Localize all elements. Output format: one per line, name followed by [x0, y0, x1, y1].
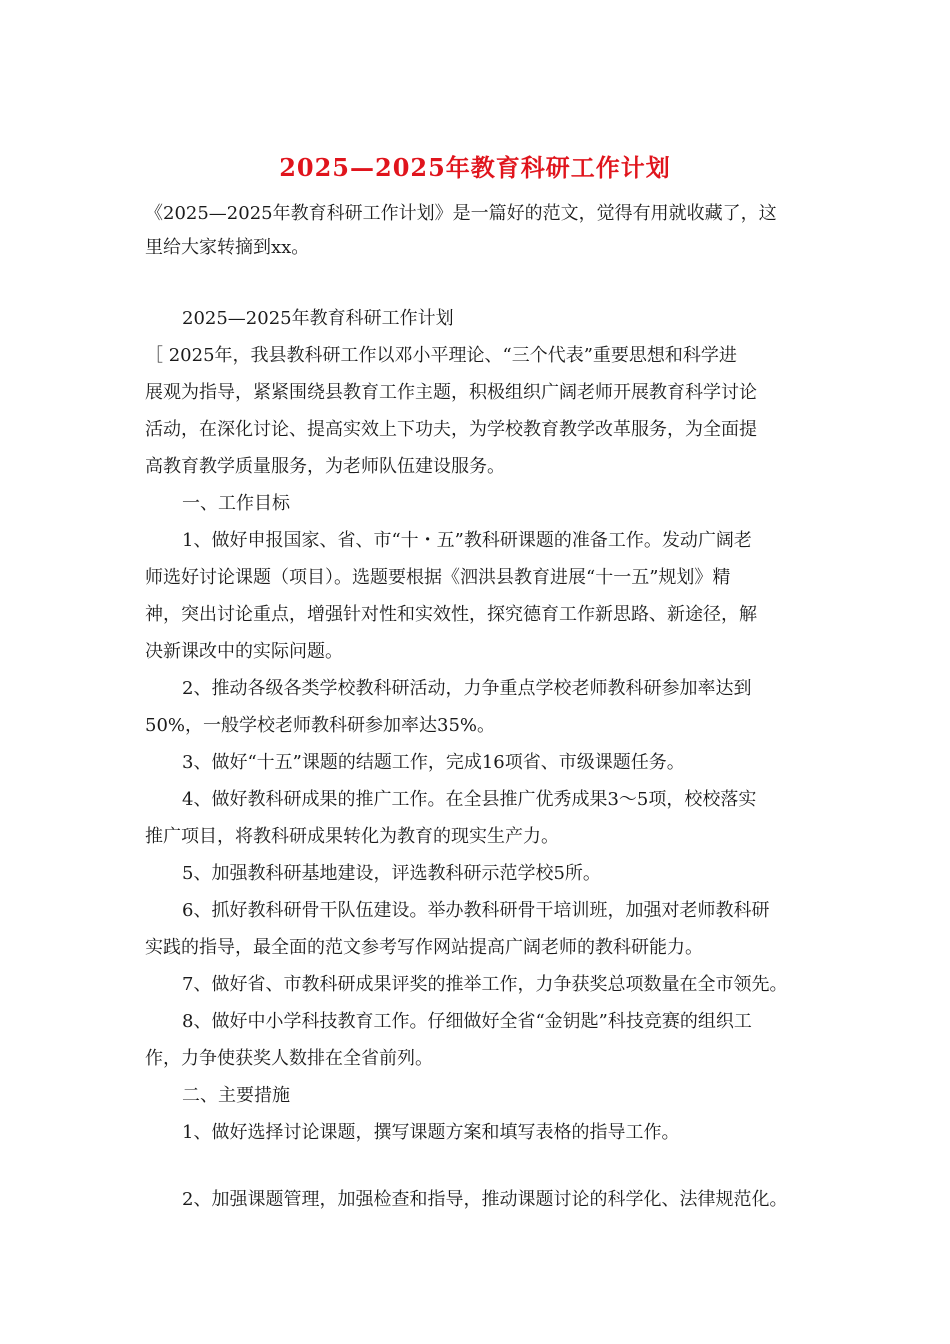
- body-line: 4、做好教科研成果的推广工作。在全县推广优秀成果3～5项，校校落实: [182, 789, 757, 810]
- body-line: 师选好讨论课题（项目）。选题要根据《泗洪县教育进展“十一五”规划》精: [145, 567, 731, 588]
- intro-line: 里给大家转摘到xx。: [145, 237, 310, 258]
- section-subtitle: 2025—2025年教育科研工作计划: [182, 308, 454, 329]
- body-line: 3、做好“十五”课题的结题工作，完成16项省、市级课题任务。: [182, 752, 685, 773]
- body-line: 1、做好申报国家、省、市“十・五”教科研课题的准备工作。发动广阔老: [182, 530, 752, 551]
- body-line: 50%，一般学校老师教科研参加率达35%。: [145, 715, 496, 736]
- paragraph-gap: [145, 1151, 823, 1181]
- section-heading: 二、主要措施: [182, 1085, 290, 1106]
- body-line: 作，力争使获奖人数排在全省前列。: [145, 1048, 433, 1069]
- body-line: 决新课改中的实际问题。: [145, 641, 343, 662]
- document-body: [145, 300, 823, 1218]
- body-line: 1、做好选择讨论课题，撰写课题方案和填写表格的指导工作。: [182, 1122, 680, 1143]
- body-line: 活动，在深化讨论、提高实效上下功夫，为学校教育教学改革服务，为全面提: [145, 419, 757, 440]
- intro-paragraph: [145, 197, 815, 265]
- body-line: 展观为指导，紧紧围绕县教育工作主题，积极组织广阔老师开展教育科学讨论: [145, 382, 757, 403]
- body-line: 7、做好省、市教科研成果评奖的推举工作，力争获奖总项数量在全市领先。: [182, 974, 788, 995]
- intro-line: 《2025—2025年教育科研工作计划》是一篇好的范文，觉得有用就收藏了，这: [145, 203, 777, 224]
- body-line: 推广项目，将教科研成果转化为教育的现实生产力。: [145, 826, 559, 847]
- body-line: 5、加强教科研基地建设，评选教科研示范学校5所。: [182, 863, 601, 884]
- body-line: 6、抓好教科研骨干队伍建设。举办教科研骨干培训班，加强对老师教科研: [182, 900, 770, 921]
- document-title: 2025—2025年教育科研工作计划: [279, 153, 671, 182]
- body-line: 2、加强课题管理，加强检查和指导，推动课题讨论的科学化、法律规范化。: [182, 1189, 788, 1210]
- section-heading: 一、工作目标: [182, 493, 290, 514]
- body-line: 8、做好中小学科技教育工作。仔细做好全省“金钥匙”科技竞赛的组织工: [182, 1011, 752, 1032]
- body-line: 高教育教学质量服务，为老师队伍建设服务。: [145, 456, 505, 477]
- body-line: 神，突出讨论重点，增强针对性和实效性，探究德育工作新思路、新途径，解: [145, 604, 757, 625]
- body-line: ［ 2025年，我县教科研工作以邓小平理论、“三个代表”重要思想和科学进: [145, 345, 737, 366]
- body-line: 2、推动各级各类学校教科研活动，力争重点学校老师教科研参加率达到: [182, 678, 752, 699]
- body-line: 实践的指导，最全面的范文参考写作网站提高广阔老师的教科研能力。: [145, 937, 703, 958]
